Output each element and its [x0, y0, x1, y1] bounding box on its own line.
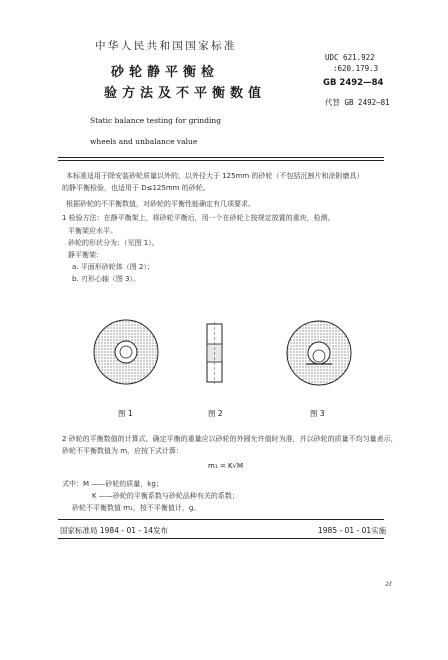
para1-line2: 的静平衡检验，也适用于 D≤125mm 的砂轮。 — [62, 184, 210, 192]
figure-1-label: 图 1 — [118, 409, 133, 418]
figure-2-wheel-side — [204, 322, 226, 384]
formula: m₁ = K√M — [208, 462, 244, 470]
udc-code-line1: UDC 621.922 — [325, 53, 375, 62]
item1-sub3: 静平衡架： — [68, 251, 103, 259]
header-rule-top — [58, 157, 384, 158]
title-en-line2: wheels and unbalance value — [90, 137, 198, 146]
para1-line1: 本标准适用于除安装砂轮质量以外的，以外径大于 125mm 的砂轮（不包括沉割片和涂附磨具） — [66, 172, 364, 180]
replaces-note: 代替 GB 2492—81 — [325, 98, 390, 107]
gb-number: GB 2492—84 — [323, 78, 384, 88]
figure-3-label: 图 3 — [310, 409, 325, 418]
para3-line1: 2 砂轮的平衡数值的计算式，确定平衡的重量应以砂轮的外圆允许值时为准，并以砂轮的质量不均匀量表示， — [62, 435, 398, 443]
issue-date: 国家标准局 1984 - 01 - 14发布 — [60, 526, 169, 535]
item1-sub1: 平衡架应水平。 — [68, 227, 117, 235]
footer-rule-bottom — [58, 538, 384, 539]
item-a: a. 平面形砂轮体（图 2）； — [72, 263, 154, 271]
figure-2-label: 图 2 — [208, 409, 223, 418]
title-en-line1: Static balance testing for grinding — [90, 116, 222, 125]
page-number: 2ℓ — [385, 580, 392, 588]
udc-code-line2: :620.179.3 — [333, 64, 379, 73]
para3-line2: 砂轮不平衡数值为 m，应按下式计算： — [62, 447, 184, 455]
title-cn-line1: 砂轮静平衡检 — [111, 65, 220, 80]
item1-sub2: 砂轮的形状分为：（见图 1）。 — [68, 239, 159, 247]
figure-3-wheel-on-arbor — [284, 318, 354, 388]
where-head: 式中：M ——砂轮的质量，kg； — [62, 480, 163, 488]
where-m: 砂轮不平衡数值 m₁，按不平衡值计，g。 — [72, 504, 201, 512]
header-rule-bottom — [58, 160, 384, 161]
where-k: K ——砂轮的平衡系数与砂轮品种有关的系数； — [92, 492, 239, 500]
item-b: b. 刃形心轴（图 3）。 — [72, 275, 141, 283]
figure-1-wheel-face — [92, 318, 160, 386]
title-cn-line2: 验方法及不平衡数值 — [104, 86, 267, 101]
footer-rule-top — [58, 519, 384, 520]
standard-codes — [325, 52, 435, 108]
para2: 根据砂轮的不平衡数值，对砂轮的平衡性能确定有几项要求。 — [66, 200, 255, 208]
item1-head: 1 检验方法：在静平衡架上，将砂轮平衡后，用一个在砂轮上按规定放置的重块，检测。 — [62, 214, 335, 222]
effective-date: 1985 - 01 - 01实施 — [318, 526, 387, 535]
standard-organization: 中华人民共和国国家标准 — [95, 40, 237, 52]
title-block — [90, 62, 274, 149]
